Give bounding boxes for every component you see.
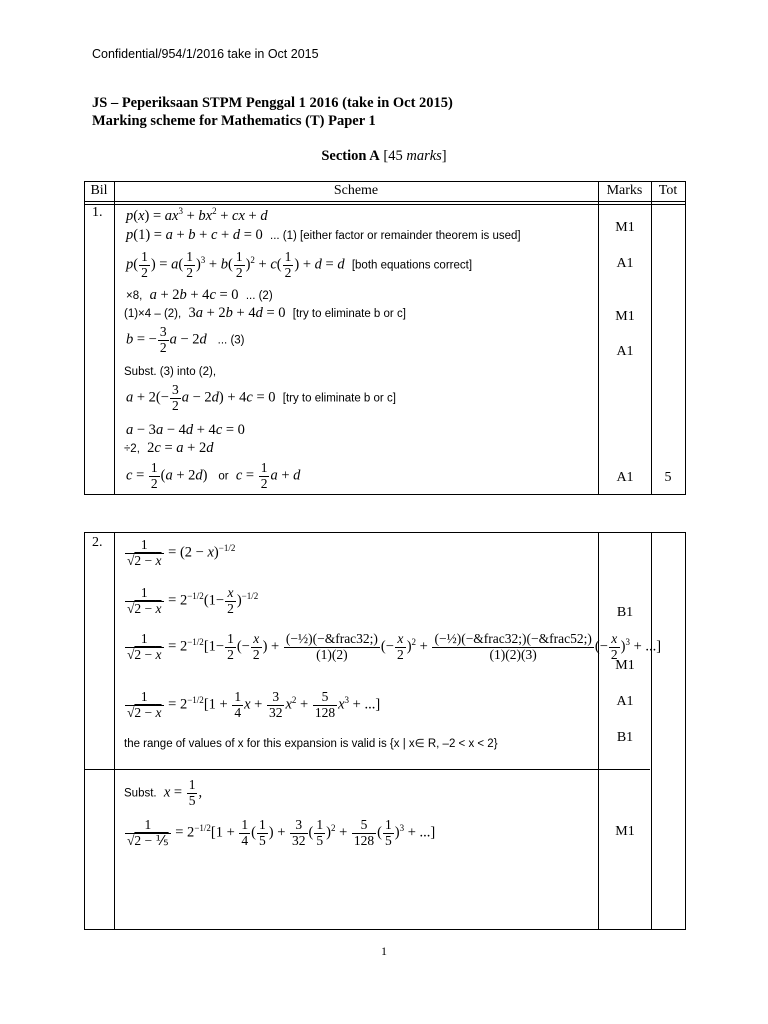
- q2-range-note: the range of values of x for this expansion is valid is {x | x∈ R, –2 < x < 2}: [124, 738, 498, 750]
- q2-line-series: $\frac{1}{√2 - x}$ = $2^{-1/2}[1$ + $\frac{1}{4}$ x + $\frac{3}{32}$ $x^2$ + $\frac{5}{128}$ $x^3$ + ...]: [127, 689, 381, 720]
- q1-note-eq3: ... (3): [217, 334, 245, 347]
- q1-number: 1.: [92, 205, 103, 220]
- q2-mark-5: M1: [615, 824, 635, 839]
- q2-mark-1: B1: [616, 605, 634, 620]
- q1-line-b: b = − $\frac{3}{2}$ a − 2d ... (3): [126, 324, 245, 355]
- q1-total: 5: [664, 470, 672, 485]
- q2-subst-label: Subst.: [124, 787, 157, 800]
- q1-note-eliminate-1: [try to eliminate b or c]: [292, 308, 406, 320]
- document-title: JS – Peperiksaan STPM Penggal 1 2016 (take in Oct 2015): [92, 95, 453, 111]
- section-marks-open: [45: [383, 148, 407, 164]
- q1-line-phalf: p( $\frac{1}{2}$ ) = a( $\frac{1}{2}$ )$^3$ + b( $\frac{1}{2}$ )$^2$ + c( $\frac{1}{2}$ ) + d = d [both equations correct]: [126, 249, 473, 280]
- q2-line-evaluated: $\frac{1}{\text{√2 − ⅕}}$ = $2^{-1/2}[1$ + $\frac{1}{4}$ ( $\frac{1}{5}$ ) + $\frac{3}{32}$ ( $\frac{1}{5}$ )$^2$ + $\frac{5}{128}$ ( $\frac{1}{5}$ )$^3$ + ...]: [127, 817, 436, 848]
- q1-mark-2: A1: [616, 256, 634, 271]
- q2-line-expansion: $\frac{1}{√2 - x}$ = $2^{-1/2}[1-$ $\frac{1}{2}$ (− $\frac{x}{2}$ ) + $\frac{\text{(−½)(−\&frac32;)}}{(1)(2)}$ (− $\frac{x}{2}$ )$^2$ + $\frac{\text{(−½)(−\&frac32;)(−\&frac52;)}}{(1)(2)(3)}$ (− $\frac{x}{2}$ )$^3$ + ...]: [127, 631, 662, 662]
- confidential-header: Confidential/954/1/2016 take in Oct 2015: [92, 47, 319, 61]
- q2-mark-3: A1: [616, 694, 634, 709]
- q1-line-times8: ×8, a + 2b + 4c = 0 ... (2): [126, 287, 273, 303]
- section-heading: [0, 148, 768, 165]
- q1-line-polynomial: $p(x) = ax^3 + bx^2$ + cx + d: [126, 206, 268, 224]
- q1-line-divide: ÷2, 2c = a + 2d: [124, 440, 214, 456]
- q1-note-eq2: ... (2): [245, 290, 273, 302]
- q2-mark-4: B1: [616, 730, 634, 745]
- section-title: Section A: [321, 148, 380, 164]
- header-tot: Tot: [658, 183, 678, 198]
- q1-line-answer: c = $\frac{1}{2}$ (a + 2d) or c = $\frac{1}{2}$ a + d: [126, 460, 301, 491]
- section-marks-word: marks: [406, 148, 442, 164]
- q1-note-subst: Subst. (3) into (2),: [124, 366, 217, 378]
- q2-mark-2: M1: [615, 658, 635, 673]
- q1-note-equations: [both equations correct]: [351, 259, 473, 272]
- q1-note-times8: ×8,: [126, 290, 143, 302]
- q1-mark-3: M1: [615, 309, 635, 324]
- section-marks-close: ]: [441, 148, 447, 164]
- q1-mark-5: A1: [616, 470, 634, 485]
- document-subtitle: Marking scheme for Mathematics (T) Paper 1: [92, 113, 376, 129]
- q1-line-p1: p(1) = a + b + c + d = 0 ... (1) [either factor or remainder theorem is used]: [126, 227, 521, 243]
- q2-line-subst: Subst. x = $\frac{1}{5}$ ,: [124, 777, 203, 808]
- q1-note-combine: (1)×4 – (2),: [124, 308, 182, 320]
- q1-line-substituted: a + 2(− $\frac{3}{2}$ a − 2d) + 4c = 0 [try to eliminate b or c]: [126, 382, 396, 413]
- page-number: 1: [381, 944, 387, 958]
- q1-note-eliminate-2: [try to eliminate b or c]: [282, 392, 396, 405]
- header-bil: Bil: [90, 183, 108, 198]
- header-scheme: Scheme: [333, 183, 379, 198]
- q1-line-simplified: a − 3a − 4d + 4c = 0: [126, 422, 245, 438]
- q2-line-1: $\frac{1}{√2 - x}$ = $(2 - x)^{-1/2}$: [127, 537, 236, 568]
- q2-line-2: $\frac{1}{√2 - x}$ = $2^{-1/2}(1-$ $\frac{x}{2}$ )$^{-1/2}$: [127, 585, 259, 616]
- q1-mark-1: M1: [615, 220, 635, 235]
- q1-note-or: or: [218, 470, 229, 483]
- q1-note-divide: ÷2,: [124, 443, 140, 455]
- q1-mark-4: A1: [616, 344, 634, 359]
- q1-note-theorem: ... (1) [either factor or remainder theorem is used]: [270, 230, 521, 242]
- header-marks: Marks: [606, 183, 643, 198]
- q1-line-eliminate: (1)×4 – (2), 3a + 2b + 4d = 0 [try to eliminate b or c]: [124, 305, 406, 321]
- q2-number: 2.: [92, 535, 103, 550]
